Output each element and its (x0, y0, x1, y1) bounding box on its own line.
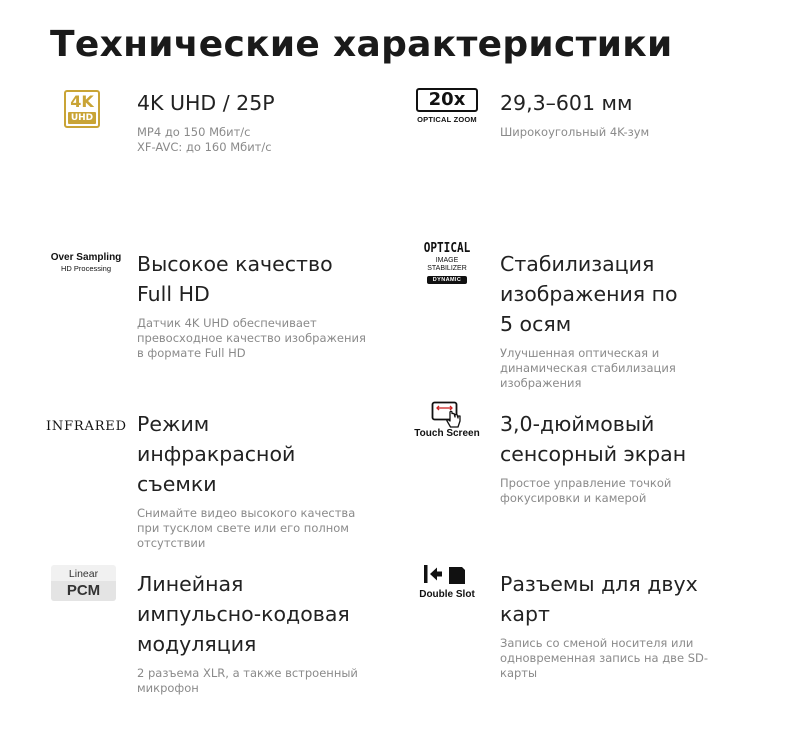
feature-heading: Режим инфракрасной съемки (137, 412, 296, 496)
feature-description: Простое управление точкой фокусировки и камерой (500, 476, 672, 505)
feature-description: Широкоугольный 4K-зум (500, 125, 650, 139)
feature-description: 2 разъема XLR, а также встроенный микрофон (137, 666, 358, 695)
feature-description: MP4 до 150 Мбит/с XF-AVC: до 160 Мбит/с (137, 125, 272, 154)
feature-description: Запись со сменой носителя или одновременная запись на две SD- карты (500, 636, 708, 680)
feature-description: Снимайте видео высокого качества при тусклом свете или его полном отсутствии (137, 506, 356, 550)
feature-heading: 4K UHD / 25P (137, 91, 275, 115)
feature-heading: 3,0-дюймовый сенсорный экран (500, 412, 687, 466)
feature-heading: Линейная импульсно-кодовая модуляция (137, 572, 350, 656)
page-title: Технические характеристики (50, 24, 673, 65)
feature-description: Датчик 4K UHD обеспечивает превосходное качество изображения в формате Full HD (137, 316, 366, 360)
feature-heading: 29,3–601 мм (500, 91, 633, 115)
feature-heading: Стабилизация изображения по 5 осям (500, 252, 678, 336)
touch-hand-icon (431, 401, 467, 429)
feature-description: Улучшенная оптическая и динамическая стабилизация изображения (500, 346, 676, 390)
feature-heading: Высокое качество Full HD (137, 252, 333, 306)
feature-heading: Разъемы для двух карт (500, 572, 698, 626)
sd-card-slots-icon (421, 563, 475, 587)
